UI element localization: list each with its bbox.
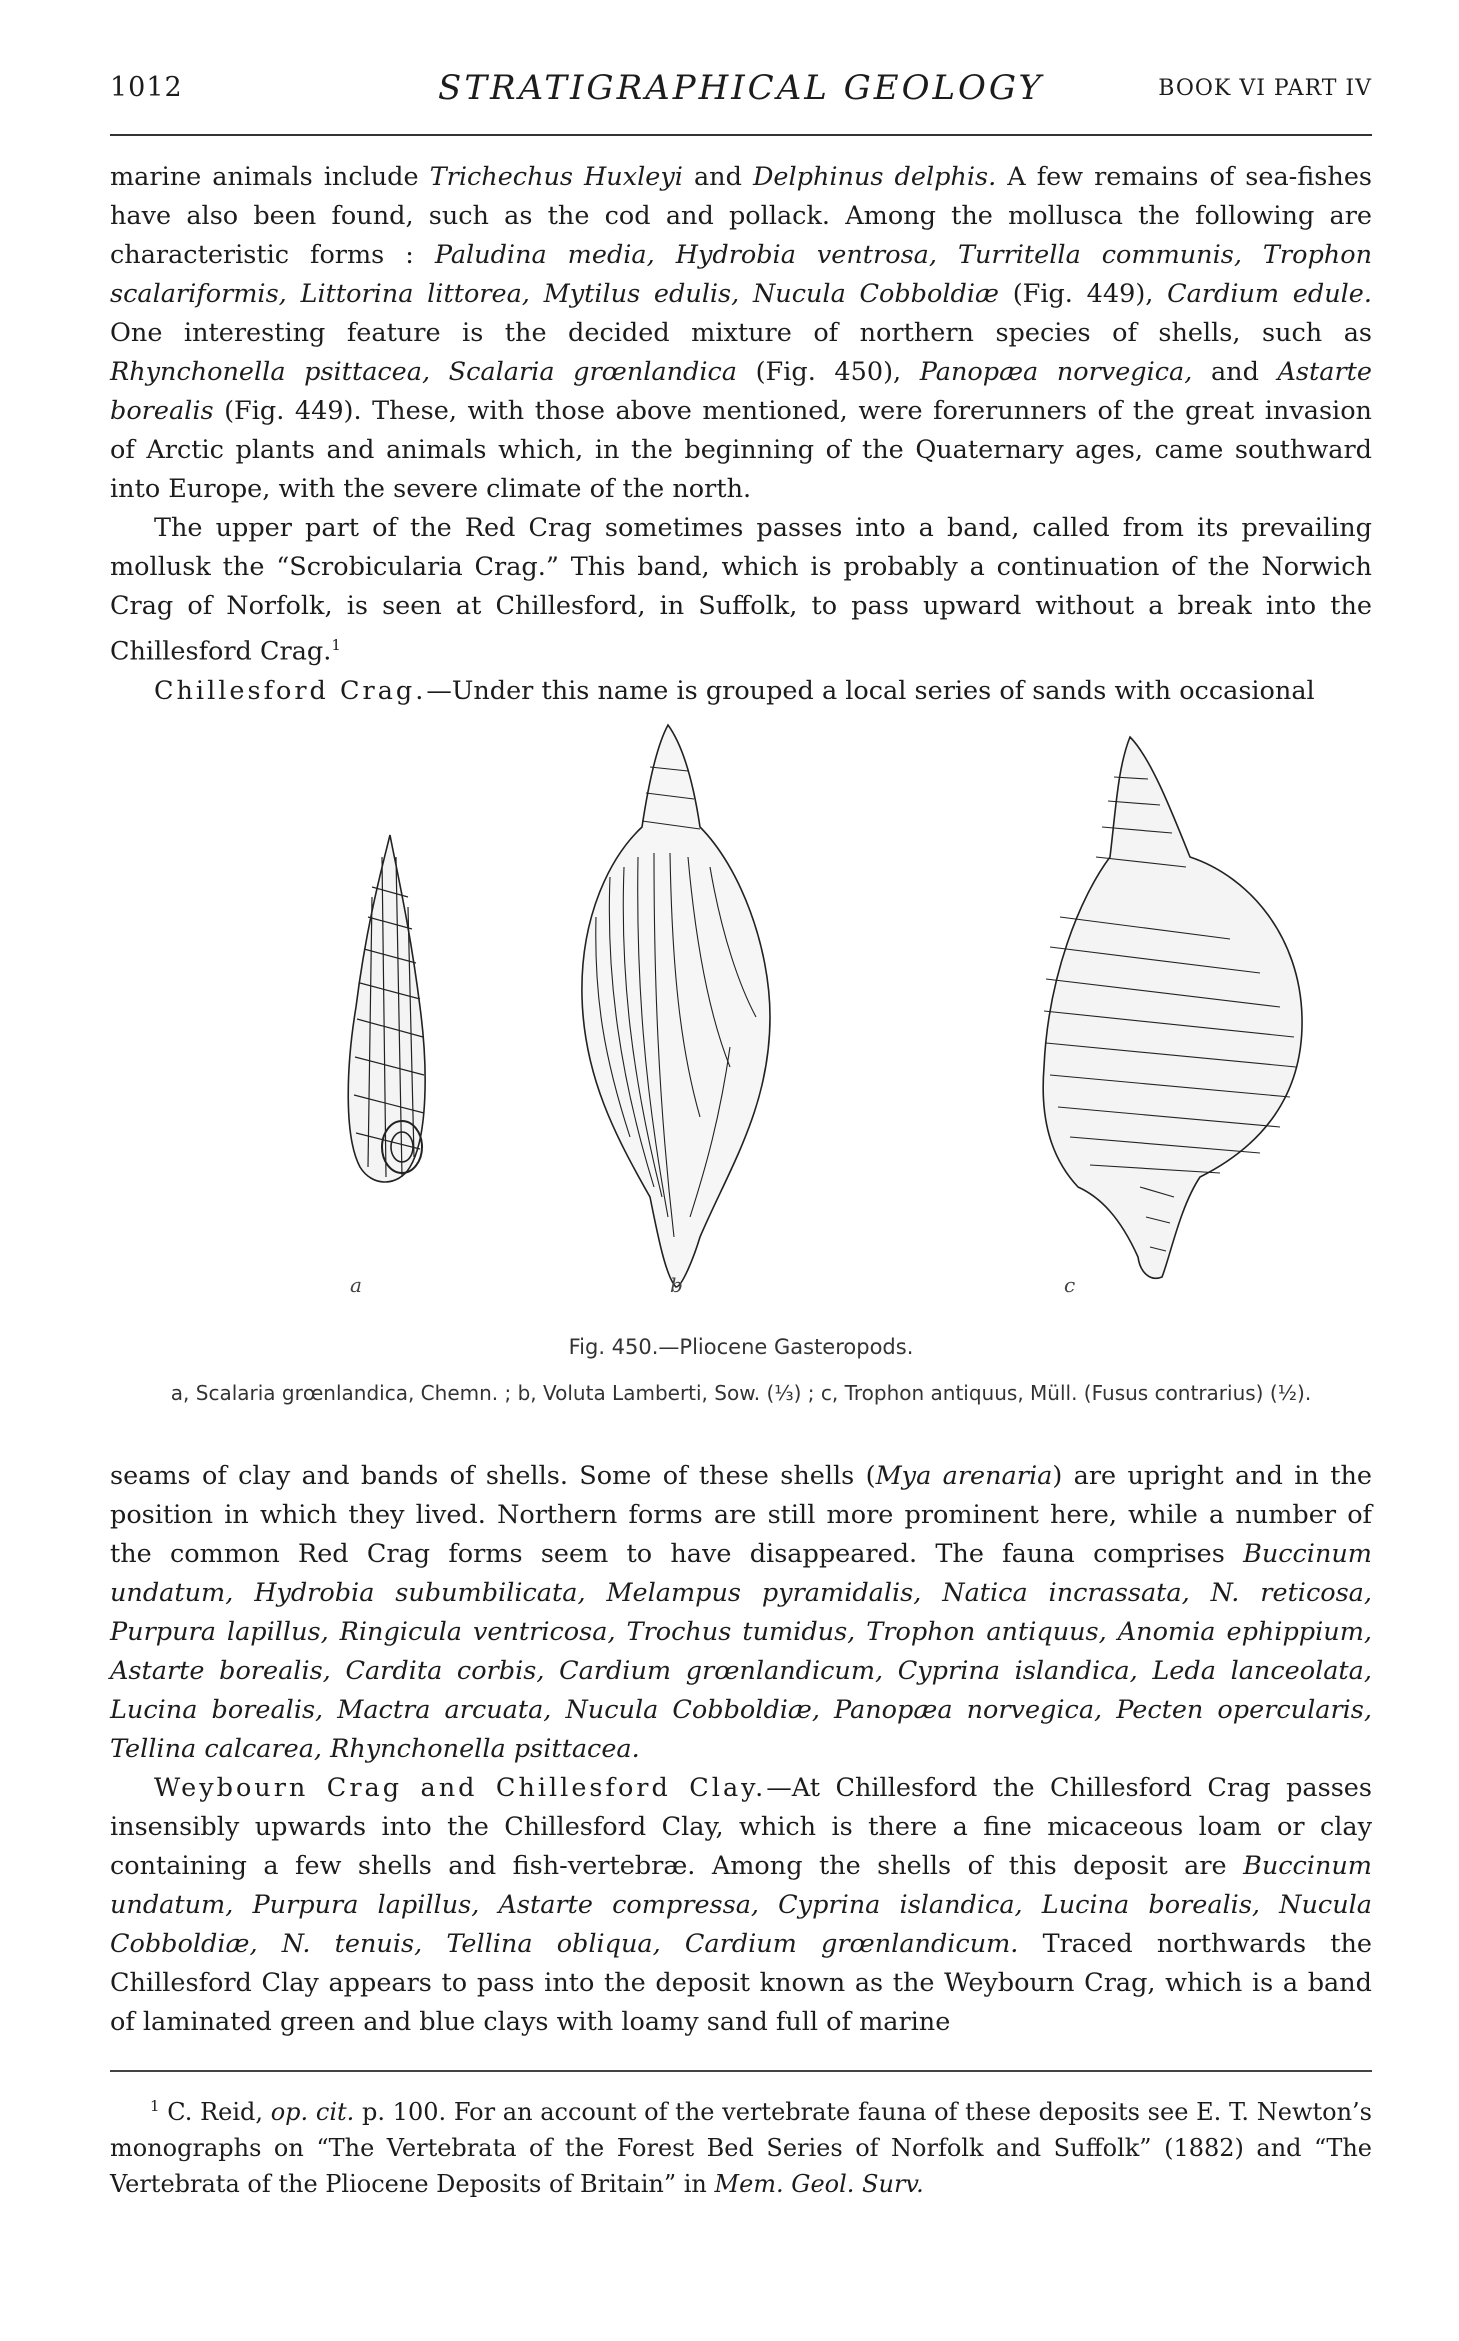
paragraph-1 (110, 158, 1372, 509)
paragraph-2 (110, 509, 1372, 672)
italic-run: Mem. Geol. Surv. (714, 2169, 924, 2198)
running-header (110, 64, 1372, 120)
text-run: One interesting feature is the decided mixture of northern species of shells, such as (110, 318, 1372, 348)
page-number: 1012 (110, 72, 183, 103)
section-heading: Weybourn Crag and Chillesford Clay. (154, 1772, 767, 1803)
paragraph-4 (110, 1457, 1372, 1769)
footnote-rule (110, 2070, 1372, 2072)
page (110, 64, 1372, 2202)
text-run: A few remains of sea-fishes have also been found, such as the cod and pollack. Among the mollusca the following are characteristic forms : (110, 162, 1372, 270)
book-part: BOOK VI PART IV (1158, 76, 1372, 101)
text-run: and (1192, 357, 1278, 387)
header-rule (110, 134, 1372, 136)
italic-run: Cardium edule. (1167, 279, 1372, 309)
text-run: —At Chillesford the Chillesford Crag passes insensibly upwards into the Chillesford Clay, which is there a fine micaceous loam or clay containing a few shells and fish-vertebræ. Among the shells of this deposit are (110, 1772, 1372, 1881)
shell-illustrations (110, 717, 1372, 1317)
text-run: C. Reid, (159, 2097, 271, 2126)
italic-run: op. cit. (270, 2097, 355, 2126)
paragraph-5 (110, 1769, 1372, 2042)
text-run: The upper part of the Red Crag sometimes passes into a band, called from its prevailing mollusk the “Scrobicularia Crag.” This band, which is probably a continuation of the Norwich Crag of Norfolk, is seen at Chillesford, in Suffolk, to pass upward without a break into the Chillesford Crag. (110, 513, 1372, 667)
italic-run: Delphinus delphis. (752, 162, 997, 192)
text-run: ) are upright and in the position in which they lived. Northern forms are still more prominent here, while a number of the common Red Crag forms seem to have disappeared. The fauna comprises (110, 1460, 1372, 1569)
text-run: Traced northwards the Chillesford Clay appears to pass into the deposit known as the Weybourn Crag, which is a band of laminated green and blue clays with loamy sand full of marine (110, 1928, 1372, 2037)
italic-run: Paludina media, Hydrobia ventrosa, Turritella communis, Trophon scalariformis, Littorina littorea, Mytilus edulis, Nucula Cobboldiæ (110, 240, 1372, 309)
section-heading: Chillesford Crag. (154, 675, 427, 706)
figure-label-c: c (1064, 1272, 1076, 1297)
figure-label-a: a (350, 1272, 362, 1297)
figure-caption: Fig. 450.—Pliocene Gasteropods. (568, 1334, 914, 1359)
footnote-marker: 1 (331, 636, 341, 654)
italic-run: Mya arenaria (875, 1460, 1053, 1491)
footnote-marker: 1 (150, 2096, 160, 2115)
figure-450 (110, 717, 1372, 1457)
text-run: seams of clay and bands of shells. Some of these shells ( (110, 1460, 876, 1491)
italic-run: Panopæa norvegica, (919, 357, 1193, 387)
italic-run: Astarte borealis (110, 357, 1372, 426)
text-run: (Fig. 449). These, with those above mentioned, were forerunners of the great invasion of Arctic plants and animals which, in the beginning of the Quaternary ages, came southward into Europe, with the severe climate of the north. (110, 396, 1372, 504)
text-run: and (682, 162, 753, 192)
text-run: —Under this name is grouped a local series of sands with occasional (426, 675, 1315, 706)
running-title: STRATIGRAPHICAL GEOLOGY (438, 68, 1044, 108)
text-run: (Fig. 450), (737, 357, 920, 387)
shell-c-illustration (1043, 737, 1302, 1278)
italic-run: Trichechus Huxleyi (429, 162, 683, 192)
text-run: p. 100. For an account of the vertebrate fauna of these deposits see E. T. Newton’s monographs on “The Vertebrata of the Forest Bed Series of Norfolk and Suffolk” (1882) and “The Vertebrata of the Pliocene Deposits of Britain” in (110, 2097, 1372, 2198)
shell-a-illustration (348, 835, 425, 1182)
text-run: (Fig. 449), (998, 279, 1168, 309)
shell-b-illustration (582, 725, 770, 1287)
figure-legend: a, Scalaria grœnlandica, Chemn. ; b, Voluta Lamberti, Sow. (⅓) ; c, Trophon antiquus, Müll. (Fusus contrarius) (½). (170, 1380, 1312, 1405)
italic-run: Rhynchonella psittacea, Scalaria grœnlandica (110, 357, 738, 387)
footnote-1 (110, 2088, 1372, 2202)
figure-label-b: b (670, 1272, 683, 1297)
text-run: marine animals include (110, 162, 430, 192)
italic-run: Buccinum undatum, Purpura lapillus, Astarte compressa, Cyprina islandica, Lucina borealis, Nucula Cobboldiæ, N. tenuis, Tellina obliqua, Cardium grœnlandicum. (110, 1850, 1372, 1959)
paragraph-3 (110, 672, 1372, 711)
italic-run: Buccinum undatum, Hydrobia subumbilicata, Melampus pyramidalis, Natica incrassata, N. reticosa, Purpura lapillus, Ringicula ventricosa, Trochus tumidus, Trophon antiquus, Anomia ephippium, Astarte borealis, Cardita corbis, Cardium grœnlandicum, Cyprina islandica, Leda lanceolata, Lucina borealis, Mactra arcuata, Nucula Cobboldiæ, Panopæa norvegica, Pecten opercularis, Tellina calcarea, Rhynchonella psittacea. (110, 1538, 1372, 1764)
